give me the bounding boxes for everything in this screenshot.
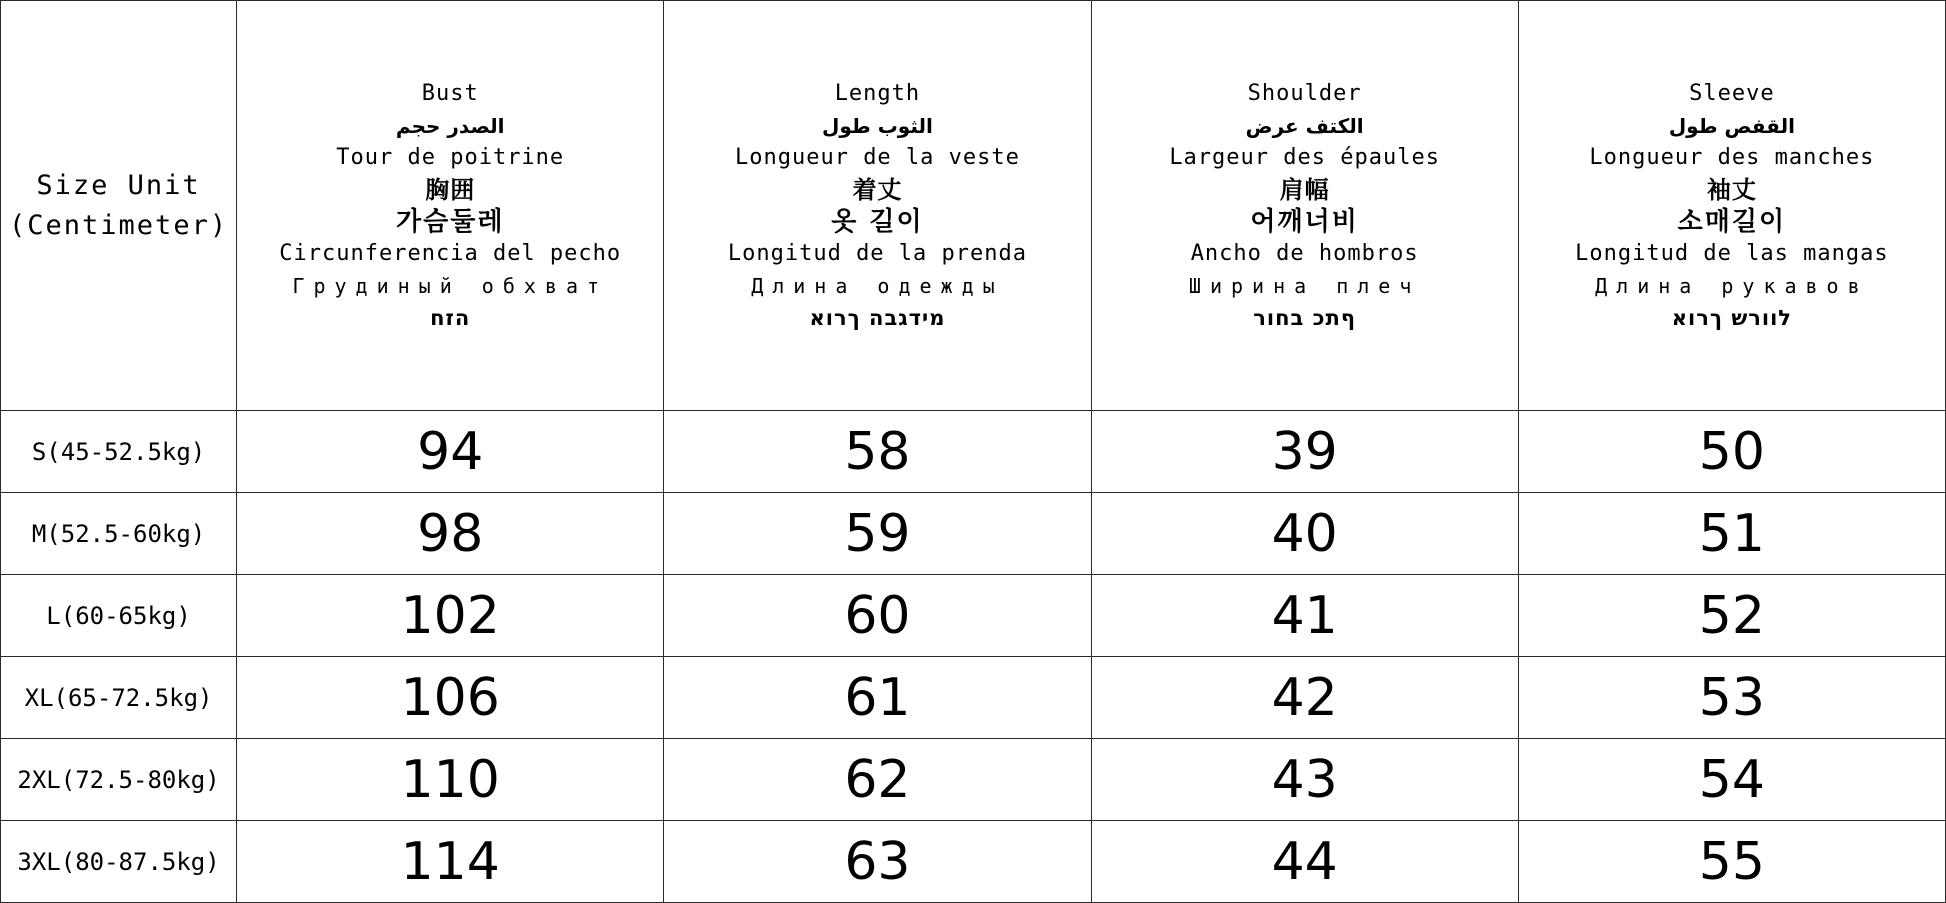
size-cell [1,657,237,739]
header-ar: الصدر حجم [395,113,505,138]
measurement-cell [237,821,664,903]
measurement-value: 54 [1698,749,1765,810]
header-en: Length [834,80,921,106]
header-fr: Longueur de la veste [734,144,1020,170]
measurement-cell [1518,821,1945,903]
size-cell [1,821,237,903]
measurement-cell [664,493,1091,575]
measurement-cell [1091,575,1518,657]
header-ru: Длина одежды [751,273,1004,298]
measurement-value: 106 [400,667,500,728]
header-cell-sleeve [1518,1,1945,411]
size-label: L(60-65kg) [46,601,191,630]
header-cell-bust [237,1,664,411]
header-en: Bust [421,80,479,106]
measurement-cell [1518,739,1945,821]
measurement-cell [237,411,664,493]
header-es: Longitud de la prenda [727,240,1028,266]
header-fr: Tour de poitrine [336,144,565,170]
measurement-cell [664,739,1091,821]
header-ko: 어깨너비 [1250,206,1359,237]
measurement-value: 60 [844,585,911,646]
size-cell [1,739,237,821]
header-ar: القفص طول [1668,113,1795,138]
measurement-value: 61 [844,667,911,728]
header-fr: Largeur des épaules [1169,144,1440,170]
header-zh: 胸囲 [425,175,476,204]
measurement-cell [1091,411,1518,493]
measurement-value: 59 [844,503,911,564]
size-chart-body [1,1,1946,903]
size-cell [1,493,237,575]
measurement-value: 110 [400,749,500,810]
header-ko: 가슴둘레 [395,206,505,237]
size-label: M(52.5-60kg) [31,519,206,548]
header-he: לוורש ךרוא [1671,305,1793,330]
header-ar: الكتف عرض [1245,113,1364,138]
measurement-cell [237,739,664,821]
measurement-cell [237,657,664,739]
header-es: Ancho de hombros [1190,240,1419,266]
header-fr: Longueur des manches [1589,144,1875,170]
measurement-value: 114 [400,831,500,892]
measurement-value: 94 [417,421,484,482]
table-row [1,821,1946,903]
measurement-cell [1091,493,1518,575]
size-label: S(45-52.5kg) [31,437,206,466]
measurement-value: 41 [1271,585,1338,646]
measurement-cell [664,411,1091,493]
measurement-value: 62 [844,749,911,810]
size-unit-label [1,166,236,246]
measurement-value: 40 [1271,503,1338,564]
measurement-cell [1091,739,1518,821]
measurement-cell [1091,821,1518,903]
table-row [1,739,1946,821]
header-row [1,1,1946,411]
header-es: Circunferencia del pecho [279,240,622,266]
header-en: Sleeve [1689,80,1775,106]
size-cell [1,411,237,493]
header-ru: Грудиный обхват [292,273,609,298]
measurement-cell [1518,657,1945,739]
header-he: הזח [430,305,471,330]
measurement-value: 44 [1271,831,1338,892]
header-he: ףתכ בחור [1253,305,1357,330]
header-cell-shoulder [1091,1,1518,411]
header-he: מידגבה ךרוא [809,305,946,330]
size-label: 2XL(72.5-80kg) [17,765,220,794]
measurement-cell [664,657,1091,739]
header-es: Longitud de las mangas [1575,240,1889,266]
measurement-cell [1091,657,1518,739]
measurement-value: 53 [1698,667,1765,728]
header-zh: 着丈 [852,175,903,204]
measurement-value: 50 [1698,421,1765,482]
measurement-cell [664,821,1091,903]
header-ko: 소매길이 [1677,206,1787,237]
measurement-value: 42 [1271,667,1338,728]
size-unit-line-2: (Centimeter) [9,209,229,241]
table-row [1,575,1946,657]
header-ar: الثوب طول [822,113,933,138]
table-row [1,657,1946,739]
measurement-value: 98 [417,503,484,564]
measurement-cell [1518,493,1945,575]
size-unit-line-1: Size Unit [36,169,201,201]
table-row [1,411,1946,493]
measurement-value: 58 [844,421,911,482]
corner-cell [1,1,237,411]
header-ko: 옷 길이 [831,206,924,237]
measurement-cell [664,575,1091,657]
table-row [1,493,1946,575]
measurement-cell [237,575,664,657]
measurement-cell [1518,411,1945,493]
header-zh: 袖丈 [1706,175,1757,204]
measurement-value: 52 [1698,585,1765,646]
size-cell [1,575,237,657]
header-ru: Длина рукавов [1595,273,1869,298]
measurement-value: 39 [1271,421,1338,482]
measurement-value: 63 [844,831,911,892]
size-label: 3XL(80-87.5kg) [17,847,220,876]
measurement-value: 102 [400,585,500,646]
size-label: XL(65-72.5kg) [24,683,213,712]
measurement-cell [237,493,664,575]
header-en: Shoulder [1247,80,1362,106]
header-zh: 肩幅 [1279,175,1330,204]
measurement-value: 55 [1698,831,1765,892]
measurement-cell [1518,575,1945,657]
measurement-value: 43 [1271,749,1338,810]
header-ru: Ширина плеч [1188,273,1421,298]
header-cell-length [664,1,1091,411]
measurement-value: 51 [1698,503,1765,564]
